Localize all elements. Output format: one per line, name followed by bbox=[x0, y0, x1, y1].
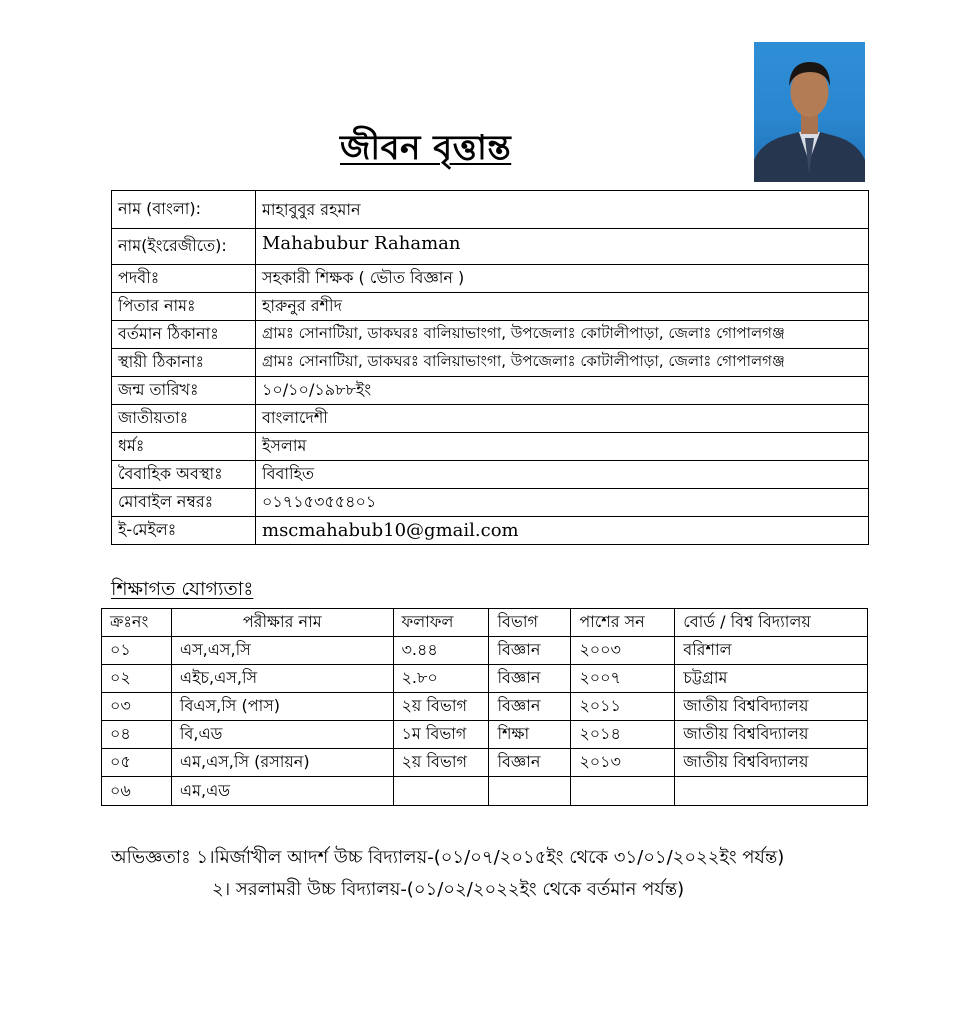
info-label: নাম (বাংলা): bbox=[112, 191, 256, 229]
table-cell: ২০১১ bbox=[571, 693, 675, 721]
table-row bbox=[102, 749, 868, 777]
column-header: পাশের সন bbox=[571, 609, 675, 637]
table-cell: ২০১৪ bbox=[571, 721, 675, 749]
info-label: জন্ম তারিখঃ bbox=[112, 377, 256, 405]
table-cell: ২.৮০ bbox=[393, 665, 489, 693]
info-value: গ্রামঃ সোনাটিয়া, ডাকঘরঃ বালিয়াভাংগা, উপজেলাঃ কোটালীপাড়া, জেলাঃ গোপালগঞ্জ bbox=[256, 349, 869, 377]
info-value: ০১৭১৫৩৫৫৪০১ bbox=[256, 489, 869, 517]
table-row bbox=[102, 665, 868, 693]
page-title: জীবন বৃত্তান্ত bbox=[340, 128, 512, 168]
table-cell: ২য় বিভাগ bbox=[393, 693, 489, 721]
column-header: ক্রঃনং bbox=[102, 609, 172, 637]
table-cell: বরিশাল bbox=[675, 637, 868, 665]
table-cell bbox=[571, 777, 675, 806]
table-cell: এস,এস,সি bbox=[171, 637, 393, 665]
person-portrait-icon bbox=[754, 42, 865, 182]
table-cell: শিক্ষা bbox=[489, 721, 571, 749]
table-cell bbox=[489, 777, 571, 806]
info-label: স্থায়ী ঠিকানাঃ bbox=[112, 349, 256, 377]
info-value: বিবাহিত bbox=[256, 461, 869, 489]
info-label: পদবীঃ bbox=[112, 265, 256, 293]
info-value: ১০/১০/১৯৮৮ইং bbox=[256, 377, 869, 405]
info-label: জাতীয়তাঃ bbox=[112, 405, 256, 433]
table-cell: বিজ্ঞান bbox=[489, 637, 571, 665]
table-cell: বিজ্ঞান bbox=[489, 749, 571, 777]
table-row bbox=[102, 777, 868, 806]
table-cell bbox=[675, 777, 868, 806]
info-value: মাহাবুবুর রহমান bbox=[256, 191, 869, 229]
table-cell: ১ম বিভাগ bbox=[393, 721, 489, 749]
table-cell: ০৩ bbox=[102, 693, 172, 721]
table-row bbox=[102, 693, 868, 721]
info-row-name-en bbox=[112, 229, 869, 265]
experience-line-2: ২। সরলামরী উচ্চ বিদ্যালয়-(০১/০২/২০২২ইং থেকে বর্তমান পর্যন্ত) bbox=[212, 879, 685, 900]
table-cell: বিএস,সি (পাস) bbox=[171, 693, 393, 721]
info-row bbox=[112, 265, 869, 293]
info-row-email bbox=[112, 517, 869, 545]
info-value: সহকারী শিক্ষক ( ভৌত বিজ্ঞান ) bbox=[256, 265, 869, 293]
info-label: মোবাইল নম্বরঃ bbox=[112, 489, 256, 517]
info-row bbox=[112, 293, 869, 321]
info-value: বাংলাদেশী bbox=[256, 405, 869, 433]
info-label: ধর্মঃ bbox=[112, 433, 256, 461]
personal-info-table bbox=[111, 190, 869, 545]
table-cell: বিজ্ঞান bbox=[489, 693, 571, 721]
education-table bbox=[101, 608, 868, 806]
info-row bbox=[112, 405, 869, 433]
table-cell: ০১ bbox=[102, 637, 172, 665]
table-cell: বিজ্ঞান bbox=[489, 665, 571, 693]
table-cell: ২০০৩ bbox=[571, 637, 675, 665]
info-row-name-bn bbox=[112, 191, 869, 229]
info-row bbox=[112, 433, 869, 461]
info-label: বর্তমান ঠিকানাঃ bbox=[112, 321, 256, 349]
table-row bbox=[102, 637, 868, 665]
info-row bbox=[112, 461, 869, 489]
info-row bbox=[112, 377, 869, 405]
table-row bbox=[102, 721, 868, 749]
table-cell: ০৫ bbox=[102, 749, 172, 777]
table-cell: ০২ bbox=[102, 665, 172, 693]
table-cell bbox=[393, 777, 489, 806]
column-header: বোর্ড / বিশ্ব বিদ্যালয় bbox=[675, 609, 868, 637]
info-row bbox=[112, 489, 869, 517]
column-header: বিভাগ bbox=[489, 609, 571, 637]
education-heading: শিক্ষাগত যোগ্যতাঃ bbox=[111, 578, 254, 600]
info-label: ই-মেইলঃ bbox=[112, 517, 256, 545]
table-cell: চট্টগ্রাম bbox=[675, 665, 868, 693]
info-value: হারুনুর রশীদ bbox=[256, 293, 869, 321]
info-value: ইসলাম bbox=[256, 433, 869, 461]
table-cell: বি,এড bbox=[171, 721, 393, 749]
table-cell: জাতীয় বিশ্ববিদ্যালয় bbox=[675, 721, 868, 749]
table-cell: এইচ,এস,সি bbox=[171, 665, 393, 693]
column-header: ফলাফল bbox=[393, 609, 489, 637]
table-cell: ২য় বিভাগ bbox=[393, 749, 489, 777]
table-cell: ০৪ bbox=[102, 721, 172, 749]
experience-line-1: অভিজ্ঞতাঃ ১।মির্জাখীল আদর্শ উচ্চ বিদ্যালয়-(০১/০৭/২০১৫ইং থেকে ৩১/০১/২০২২ইং পর্যন্ত) bbox=[111, 847, 785, 868]
table-cell: জাতীয় বিশ্ববিদ্যালয় bbox=[675, 693, 868, 721]
table-cell: ২০০৭ bbox=[571, 665, 675, 693]
info-value: গ্রামঃ সোনাটিয়া, ডাকঘরঃ বালিয়াভাংগা, উপজেলাঃ কোটালীপাড়া, জেলাঃ গোপালগঞ্জ bbox=[256, 321, 869, 349]
column-header: পরীক্ষার নাম bbox=[171, 609, 393, 637]
table-cell: এম,এড bbox=[171, 777, 393, 806]
info-label: বৈবাহিক অবস্থাঃ bbox=[112, 461, 256, 489]
info-value: Mahabubur Rahaman bbox=[256, 229, 869, 265]
table-cell: জাতীয় বিশ্ববিদ্যালয় bbox=[675, 749, 868, 777]
table-cell: ৩.৪৪ bbox=[393, 637, 489, 665]
info-row bbox=[112, 349, 869, 377]
table-cell: এম,এস,সি (রসায়ন) bbox=[171, 749, 393, 777]
profile-photo bbox=[754, 42, 865, 182]
info-row bbox=[112, 321, 869, 349]
education-header-row bbox=[102, 609, 868, 637]
table-cell: ০৬ bbox=[102, 777, 172, 806]
info-label: পিতার নামঃ bbox=[112, 293, 256, 321]
table-cell: ২০১৩ bbox=[571, 749, 675, 777]
email-value: mscmahabub10@gmail.com bbox=[256, 517, 869, 545]
info-label: নাম(ইংরেজীতে): bbox=[112, 229, 256, 265]
